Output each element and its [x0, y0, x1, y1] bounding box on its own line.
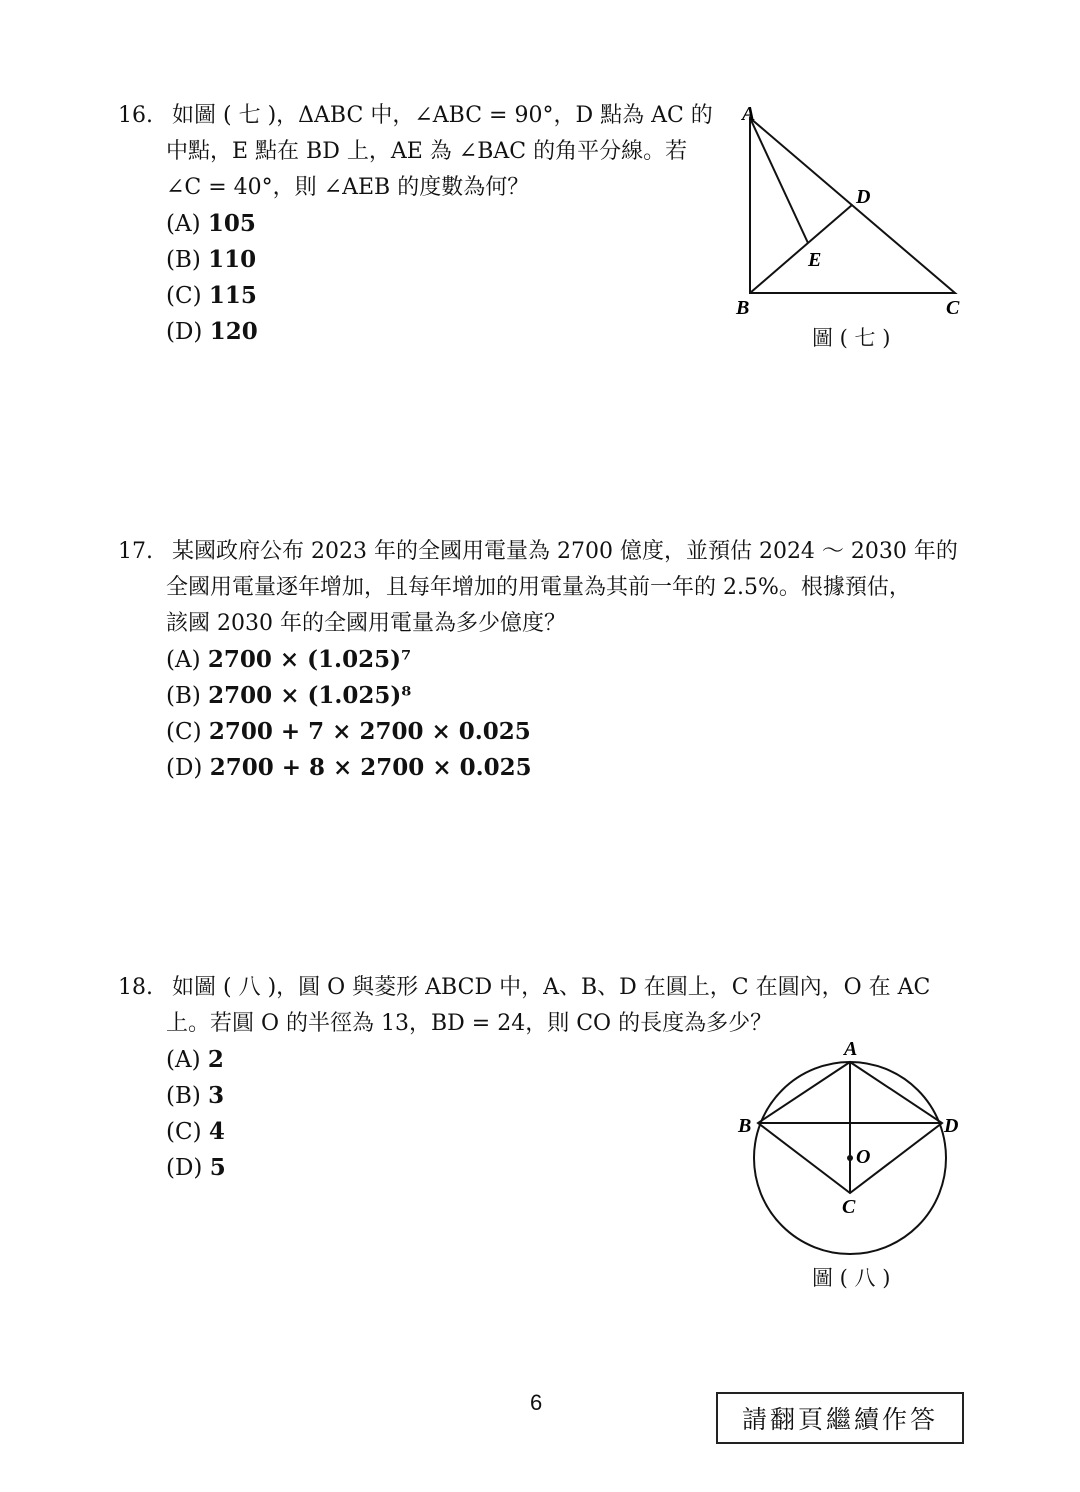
question-18-number: 18. [118, 975, 153, 1000]
vertex-a-label: A [742, 103, 756, 125]
option-a: (A) 2700 × (1.025)⁷ [166, 646, 412, 673]
figure-8-circle-rhombus [730, 1035, 980, 1265]
question-17-number: 17. [118, 539, 153, 564]
question-16-number: 16. [118, 103, 153, 128]
option-d: (D) 5 [166, 1154, 226, 1181]
figure-8 [730, 1035, 980, 1269]
question-18-line-1: 18. 如圖 ( 八 )，圓 O 與菱形 ABCD 中，A、B、D 在圓上，C 在圓內，O 在 AC [118, 975, 931, 1000]
point-d-label: D [856, 186, 871, 208]
turn-page-box: 請翻頁繼續作答 [716, 1392, 964, 1444]
point-e-label: E [808, 249, 822, 271]
center-o-point [847, 1155, 853, 1161]
figure-8-caption: 圖 ( 八 ) [812, 1266, 891, 1290]
vertex-c-label: C [946, 297, 960, 319]
option-a: (A) 105 [166, 210, 256, 237]
page-number: 6 [530, 1390, 543, 1415]
option-c: (C) 2700 + 7 × 2700 × 0.025 [166, 718, 531, 745]
question-17-line-2: 全國用電量逐年增加，且每年增加的用電量為其前一年的 2.5%。根據預估， [166, 575, 911, 600]
figure-7-triangle [730, 98, 980, 328]
vertex-d-label: D [944, 1115, 959, 1137]
question-17-line-1: 17. 某國政府公布 2023 年的全國用電量為 2700 億度，並預估 2024 ～ 2030 年的 [118, 539, 958, 564]
center-o-label: O [856, 1146, 871, 1168]
option-b: (B) 2700 × (1.025)⁸ [166, 682, 412, 709]
question-16-line-2: 中點，E 點在 BD 上，AE 為 ∠BAC 的角平分線。若 [166, 139, 688, 164]
vertex-b-label: B [738, 1115, 752, 1137]
question-18-line-2: 上。若圓 O 的半徑為 13，BD = 24，則 CO 的長度為多少？ [166, 1011, 773, 1036]
question-16 [118, 98, 713, 350]
option-b: (B) 3 [166, 1082, 225, 1109]
option-d: (D) 120 [166, 318, 258, 345]
question-17-options [166, 642, 958, 786]
option-d: (D) 2700 + 8 × 2700 × 0.025 [166, 754, 532, 781]
question-16-options [166, 206, 713, 350]
option-a: (A) 2 [166, 1046, 224, 1073]
option-b: (B) 110 [166, 246, 257, 273]
vertex-b-label: B [736, 297, 750, 319]
vertex-a-label: A [844, 1038, 858, 1060]
option-c: (C) 4 [166, 1118, 225, 1145]
question-17 [118, 534, 958, 786]
figure-7-caption: 圖 ( 七 ) [812, 326, 891, 350]
question-17-line-3: 該國 2030 年的全國用電量為多少億度？ [166, 611, 566, 636]
vertex-c-label: C [842, 1196, 856, 1218]
figure-7 [730, 98, 980, 332]
question-16-line-3: ∠C = 40°，則 ∠AEB 的度數為何？ [166, 175, 530, 200]
option-c: (C) 115 [166, 282, 257, 309]
question-16-line-1: 16. 如圖 ( 七 )，ΔABC 中，∠ABC = 90°，D 點為 AC 的 [118, 103, 713, 128]
